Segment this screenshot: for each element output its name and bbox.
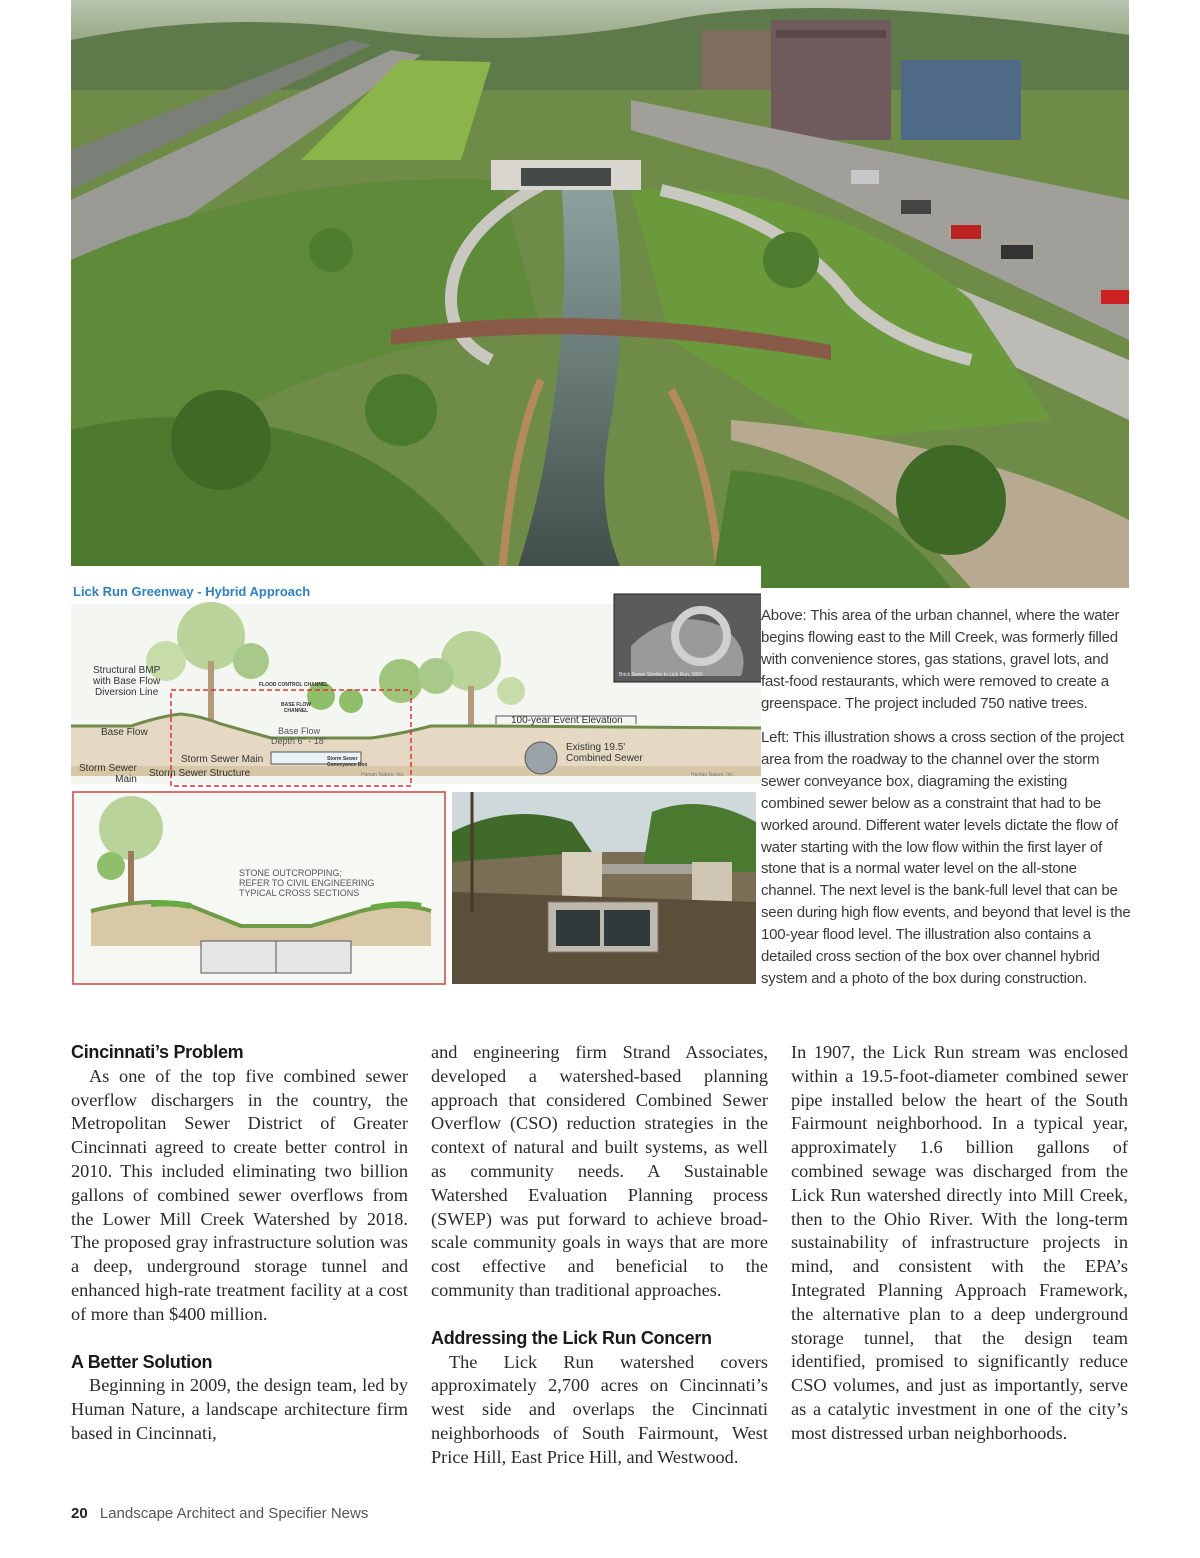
label-base-flow: Base Flow [101, 727, 148, 738]
label-storm-sewer-main: Storm Sewer Main [181, 754, 264, 765]
paragraph-problem: As one of the top five combined sewer overflow dischargers in the country, the Metropolitan Sewer District of Greater Cincinnati agreed to create better control in 2010. This included eliminating two billion gallons of combined sewer overflows from the Lower Mill Creek Watershed by 2018. The proposed gray infrastructure solution was a deep, underground storage tunnel and enhanced high-rate treatment facility at a cost of more than $400 million. [71, 1065, 408, 1324]
caption-above: Above: This area of the urban channel, where the water begins flowing east to the Mill Creek, was formerly filled with convenience stores, gas stations, gravel lots, and fast-food restaurants, which were removed to create a greenspace. The project included 750 native trees. [761, 607, 1120, 712]
construction-photo [452, 792, 756, 984]
paragraph-solution-cont: and engineering firm Strand Associates, developed a watershed-based planning approach that considered Combined Sewer Overflow (CSO) reduction strategies in the context of natural and built systems, as well as community needs. A Sustainable Watershed Evaluation Planning process (SWEP) was put forward to achieve broad-scale community goals in ways that are more cost effective and beneficial to the community than traditional approaches. [431, 1042, 768, 1300]
page-footer [71, 1505, 368, 1522]
label-base-flow-depth: Base Flow Depth 6" - 18" [271, 726, 327, 746]
label-stone-outcropping: STONE OUTCROPPING; REFER TO CIVIL ENGINEERING TYPICAL CROSS SECTIONS [239, 868, 375, 898]
label-flood-control: FLOOD CONTROL CHANNEL [259, 682, 329, 688]
label-storm-sewer-conveyance: Storm Sewer Conveyance Box [327, 756, 368, 768]
credit-1: Human Nature, Inc. [361, 772, 405, 778]
label-storm-sewer-structure: Storm Sewer Structure [149, 768, 251, 779]
illustration-title: Lick Run Greenway - Hybrid Approach [73, 584, 311, 599]
article-column-3 [791, 1041, 1128, 1446]
label-inset-photo: Brick Sewer Similar to Lick Run, 1883 [619, 672, 703, 678]
heading-cincinnatis-problem: Cincinnati’s Problem [71, 1042, 244, 1062]
publication-name: Landscape Architect and Specifier News [99, 1505, 369, 1522]
label-base-flow-channel: BASE FLOW CHANNEL [281, 702, 311, 714]
paragraph-watershed: The Lick Run watershed covers approximately 2,700 acres on Cincinnati’s west side and overlaps the Cincinnati neighborhoods of South Fairmount, West Price Hill, East Price Hill, and Westwood. [431, 1351, 768, 1467]
label-existing-combined-sewer: Existing 19.5' Combined Sewer [566, 742, 643, 764]
label-storm-sewer-main-left: Storm Sewer Main [79, 763, 137, 785]
heading-better-solution: A Better Solution [71, 1351, 213, 1372]
article-column-2 [431, 1041, 768, 1470]
caption-left: Left: This illustration shows a cross section of the project area from the roadway to the channel over the storm sewer conveyance box, diagraming the existing combined sewer below as a constraint that had to be worked around. Different water levels dictate the flow of water starting with the low flow within the first layer of stone that is a normal water level on the all-stone channel. The next level is the bank-full level that can be seen during high flow events, and beyond that level is the 100-year flood level. The illustration also contains a detailed cross section of the box over channel hybrid system and a photo of the box during construction. [761, 729, 1131, 987]
label-structural-bmp: Structural BMP with Base Flow Diversion Line [93, 665, 161, 698]
credit-2: Human Nature, Inc. [691, 772, 735, 778]
page-number: 20 [71, 1505, 88, 1522]
aerial-greenway-photo [71, 0, 1129, 588]
label-event-elevation: 100-year Event Elevation [511, 715, 623, 726]
paragraph-history: In 1907, the Lick Run stream was enclosed within a 19.5-foot-diameter combined sewer pipe installed below the heart of the South Fairmount neighborhood. In a typical year, approximately 1.6 billion gallons of combined sewage was discharged from the Lick Run watershed directly into Mill Creek, then to the Ohio River. With the long-term sustainability of infrastructure projects in mind, and consistent with the EPA’s Integrated Planning Approach Framework, the alternative plan to a deep underground storage tunnel, that the design team identified, promised to significantly reduce CSO volumes, and just as importantly, serve as a catalytic investment in one of the city’s most distressed urban neighborhoods. [791, 1042, 1128, 1443]
paragraph-solution-start: Beginning in 2009, the design team, led by Human Nature, a landscape architecture firm based in Cincinnati, [71, 1375, 408, 1443]
article-column-1 [71, 1041, 408, 1446]
heading-lick-run-concern: Addressing the Lick Run Concern [431, 1327, 712, 1348]
